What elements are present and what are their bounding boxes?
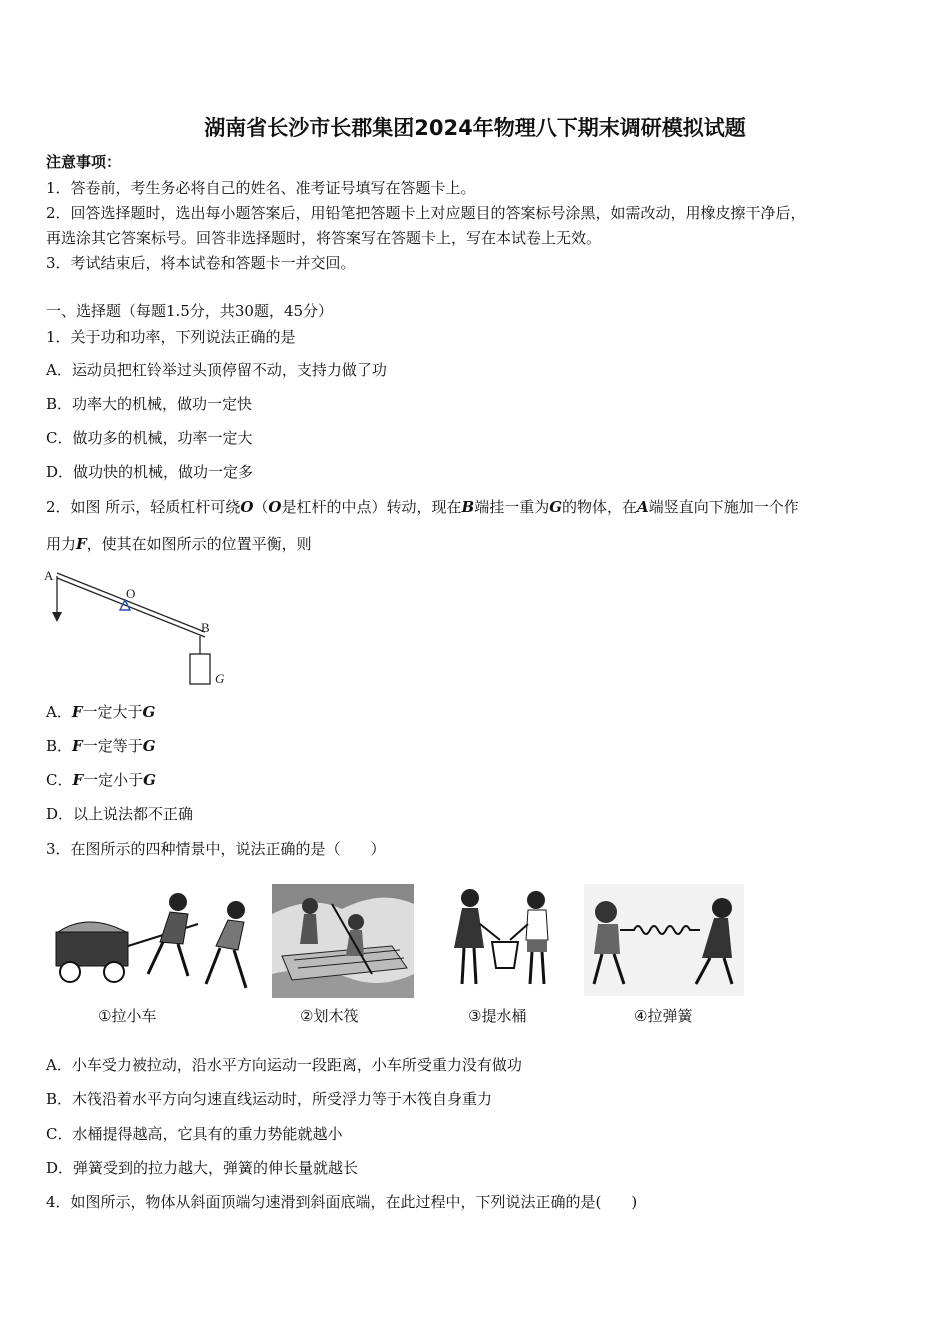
q3-option-c: C．水桶提得越高，它具有的重力势能就越小: [46, 1125, 343, 1143]
caption-4: ④拉弹簧: [634, 1007, 693, 1025]
label-g: G: [215, 671, 225, 686]
notice-item: 再选涂其它答案标号。回答非选择题时，将答案写在答题卡上，写在本试卷上无效。: [46, 229, 602, 247]
q3-option-d: D．弹簧受到的拉力越大，弹簧的伸长量就越长: [46, 1159, 359, 1177]
q1-option-d: D．做功快的机械，做功一定多: [46, 463, 254, 481]
q3-stem: 3．在图所示的四种情景中，说法正确的是（ ）: [46, 840, 386, 858]
q2-stem-line2: 用力F，使其在如图所示的位置平衡，则: [46, 535, 312, 553]
caption-1: ①拉小车: [98, 1007, 157, 1025]
q1-option-a: A．运动员把杠铃举过头顶停留不动，支持力做了功: [46, 361, 387, 379]
notice-item: 2．回答选择题时，选出每小题答案后，用铅笔把答题卡上对应题目的答案标号涂黑，如需改动，用橡皮擦干净后，: [46, 204, 806, 222]
notice-heading: 注意事项：: [46, 153, 122, 171]
q2-option-d: D．以上说法都不正确: [46, 805, 194, 823]
lever-diagram: [40, 562, 240, 692]
caption-3: ③提水桶: [468, 1007, 527, 1025]
label-a: A: [44, 568, 54, 583]
label-o: O: [126, 586, 136, 601]
q1-stem: 1．关于功和功率，下列说法正确的是: [46, 328, 296, 346]
notice-item: 3．考试结束后，将本试卷和答题卡一并交回。: [46, 254, 356, 272]
q1-option-b: B．功率大的机械，做功一定快: [46, 395, 253, 413]
notice-item: 1．答卷前，考生务必将自己的姓名、准考证号填写在答题卡上。: [46, 179, 476, 197]
force-arrow-head: [52, 612, 62, 622]
lever-bar-top: [57, 573, 205, 632]
q3-option-a: A．小车受力被拉动，沿水平方向运动一段距离，小车所受重力没有做功: [46, 1056, 522, 1074]
q1-option-c: C．做功多的机械，功率一定大: [46, 429, 253, 447]
q3-option-b: B．木筏沿着水平方向匀速直线运动时，所受浮力等于木筏自身重力: [46, 1090, 493, 1108]
q4-stem: 4．如图所示，物体从斜面顶端匀速滑到斜面底端，在此过程中，下列说法正确的是( ): [46, 1193, 638, 1211]
page-title: 湖南省长沙市长郡集团2024年物理八下期末调研模拟试题: [204, 116, 746, 140]
scene-bucket: [432, 884, 572, 996]
scene-raft: [272, 884, 414, 998]
section-heading: 一、选择题（每题1.5分，共30题，45分）: [46, 302, 334, 320]
q2-stem-line1: 2．如图 所示，轻质杠杆可绕O（O是杠杆的中点）转动，现在B端挂一重为G的物体，在A端竖直向下施加一个作: [46, 498, 799, 516]
label-b: B: [201, 620, 210, 635]
scene-pull-cart: [48, 884, 258, 996]
weight-block: [190, 654, 210, 684]
caption-2: ②划木筏: [300, 1007, 359, 1025]
q2-option-a: A．F一定大于G: [46, 703, 156, 721]
q2-option-b: B．F一定等于G: [46, 737, 156, 755]
q2-option-c: C．F一定小于G: [46, 771, 156, 789]
scene-spring: [584, 884, 744, 996]
